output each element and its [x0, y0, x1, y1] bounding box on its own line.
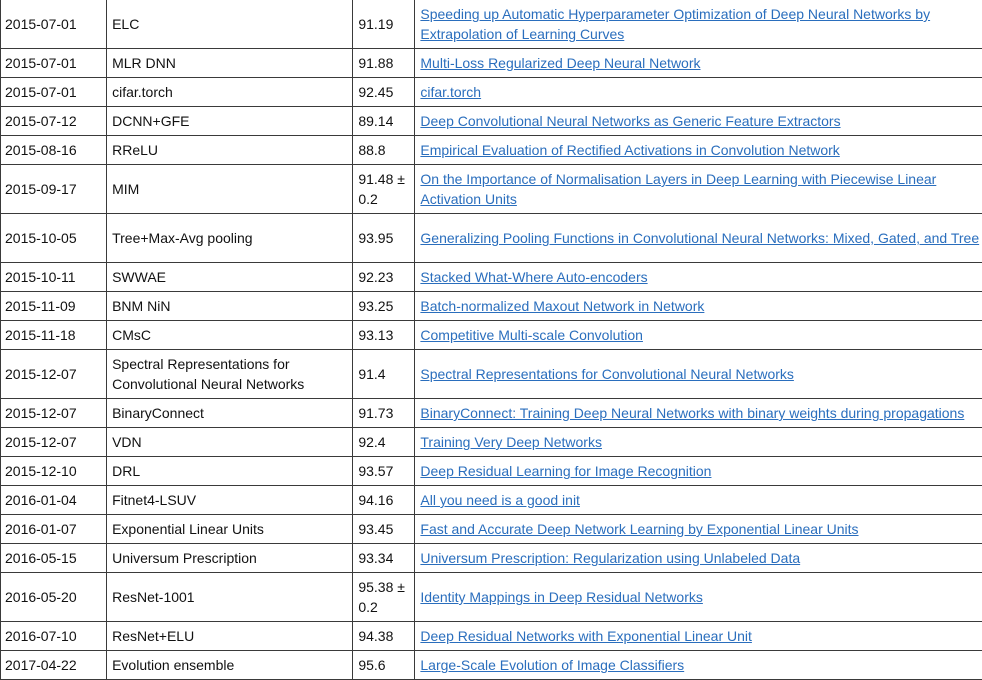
paper-link[interactable]: All you need is a good init [420, 492, 580, 508]
paper-cell [415, 0, 982, 49]
accuracy-cell: 93.95 [353, 214, 415, 263]
model-cell: Fitnet4-LSUV [107, 486, 353, 515]
model-cell: RReLU [107, 136, 353, 165]
model-cell: Evolution ensemble [107, 651, 353, 680]
accuracy-cell: 95.6 [353, 651, 415, 680]
accuracy-cell: 93.25 [353, 292, 415, 321]
date-cell: 2015-12-07 [1, 428, 107, 457]
date-cell: 2015-07-01 [1, 78, 107, 107]
date-cell: 2015-10-11 [1, 263, 107, 292]
paper-link[interactable]: Deep Residual Learning for Image Recognition [420, 463, 712, 479]
paper-cell [415, 622, 982, 651]
paper-link[interactable]: Empirical Evaluation of Rectified Activations in Convolution Network [420, 142, 840, 158]
paper-cell [415, 107, 982, 136]
table-row [1, 49, 982, 78]
model-cell: VDN [107, 428, 353, 457]
accuracy-cell: 93.57 [353, 457, 415, 486]
paper-link[interactable]: Stacked What-Where Auto-encoders [420, 269, 648, 285]
paper-link[interactable]: Identity Mappings in Deep Residual Networks [420, 589, 703, 605]
model-cell: MIM [107, 165, 353, 214]
table-row [1, 263, 982, 292]
model-cell: Spectral Representations for Convolutional Neural Networks [107, 350, 353, 399]
model-cell: ResNet-1001 [107, 573, 353, 622]
accuracy-cell: 88.8 [353, 136, 415, 165]
table-row [1, 214, 982, 263]
paper-link[interactable]: Universum Prescription: Regularization using Unlabeled Data [420, 550, 801, 566]
table-row [1, 622, 982, 651]
date-cell: 2015-12-10 [1, 457, 107, 486]
paper-cell [415, 214, 982, 263]
date-cell: 2015-07-01 [1, 0, 107, 49]
paper-cell [415, 350, 982, 399]
paper-link[interactable]: Spectral Representations for Convolutional Neural Networks [420, 366, 794, 382]
table-row [1, 428, 982, 457]
paper-link[interactable]: Fast and Accurate Deep Network Learning by Exponential Linear Units [420, 521, 859, 537]
paper-cell [415, 651, 982, 680]
paper-link[interactable]: Speeding up Automatic Hyperparameter Optimization of Deep Neural Networks by Extrapolation of Learning Curves [420, 6, 931, 42]
paper-cell [415, 49, 982, 78]
accuracy-cell: 89.14 [353, 107, 415, 136]
model-cell: SWWAE [107, 263, 353, 292]
model-cell: DRL [107, 457, 353, 486]
model-cell: Exponential Linear Units [107, 515, 353, 544]
paper-link[interactable]: Batch-normalized Maxout Network in Network [420, 298, 705, 314]
table-row [1, 165, 982, 214]
table-row [1, 544, 982, 573]
paper-cell [415, 428, 982, 457]
table-row [1, 321, 982, 350]
model-cell: BinaryConnect [107, 399, 353, 428]
date-cell: 2015-11-09 [1, 292, 107, 321]
date-cell: 2015-07-01 [1, 49, 107, 78]
table-row [1, 515, 982, 544]
paper-cell [415, 515, 982, 544]
accuracy-cell: 94.16 [353, 486, 415, 515]
table-row [1, 399, 982, 428]
paper-link[interactable]: On the Importance of Normalisation Layers in Deep Learning with Piecewise Linear Activation Units [420, 171, 937, 207]
paper-link[interactable]: Large-Scale Evolution of Image Classifiers [420, 657, 685, 673]
date-cell: 2017-04-22 [1, 651, 107, 680]
model-cell: DCNN+GFE [107, 107, 353, 136]
date-cell: 2015-11-18 [1, 321, 107, 350]
paper-link[interactable]: Deep Residual Networks with Exponential Linear Unit [420, 628, 752, 644]
date-cell: 2015-09-17 [1, 165, 107, 214]
accuracy-cell: 91.48 ± 0.2 [353, 165, 415, 214]
accuracy-cell: 93.45 [353, 515, 415, 544]
table-row [1, 0, 982, 49]
paper-cell [415, 544, 982, 573]
model-cell: ResNet+ELU [107, 622, 353, 651]
date-cell: 2016-05-15 [1, 544, 107, 573]
paper-cell [415, 321, 982, 350]
table-row [1, 292, 982, 321]
paper-link[interactable]: Deep Convolutional Neural Networks as Generic Feature Extractors [420, 113, 841, 129]
accuracy-cell: 94.38 [353, 622, 415, 651]
paper-cell [415, 136, 982, 165]
paper-link[interactable]: BinaryConnect: Training Deep Neural Networks with binary weights during propagations [420, 405, 965, 421]
accuracy-cell: 92.45 [353, 78, 415, 107]
table-row [1, 573, 982, 622]
accuracy-cell: 95.38 ± 0.2 [353, 573, 415, 622]
paper-link[interactable]: Multi-Loss Regularized Deep Neural Network [420, 55, 701, 71]
date-cell: 2016-01-07 [1, 515, 107, 544]
paper-link[interactable]: Competitive Multi-scale Convolution [420, 327, 643, 343]
table-row [1, 350, 982, 399]
date-cell: 2016-07-10 [1, 622, 107, 651]
model-cell: Universum Prescription [107, 544, 353, 573]
date-cell: 2016-01-04 [1, 486, 107, 515]
accuracy-cell: 91.73 [353, 399, 415, 428]
table-row [1, 107, 982, 136]
table-row [1, 78, 982, 107]
accuracy-cell: 92.4 [353, 428, 415, 457]
accuracy-cell: 93.13 [353, 321, 415, 350]
paper-cell [415, 78, 982, 107]
table-row [1, 136, 982, 165]
paper-link[interactable]: cifar.torch [420, 84, 482, 100]
paper-cell [415, 486, 982, 515]
table-row [1, 651, 982, 680]
date-cell: 2015-12-07 [1, 399, 107, 428]
model-cell: CMsC [107, 321, 353, 350]
date-cell: 2015-10-05 [1, 214, 107, 263]
accuracy-cell: 91.88 [353, 49, 415, 78]
paper-cell [415, 399, 982, 428]
paper-cell [415, 165, 982, 214]
paper-cell [415, 292, 982, 321]
table-row [1, 457, 982, 486]
paper-cell [415, 457, 982, 486]
paper-link[interactable]: Training Very Deep Networks [420, 434, 602, 450]
date-cell: 2015-08-16 [1, 136, 107, 165]
table-row [1, 486, 982, 515]
date-cell: 2015-12-07 [1, 350, 107, 399]
date-cell: 2016-05-20 [1, 573, 107, 622]
model-cell: BNM NiN [107, 292, 353, 321]
paper-link[interactable]: Generalizing Pooling Functions in Convolutional Neural Networks: Mixed, Gated, and Tree [420, 230, 980, 246]
model-cell: ELC [107, 0, 353, 49]
model-cell: MLR DNN [107, 49, 353, 78]
model-cell: Tree+Max-Avg pooling [107, 214, 353, 263]
paper-cell [415, 263, 982, 292]
accuracy-cell: 91.19 [353, 0, 415, 49]
accuracy-cell: 93.34 [353, 544, 415, 573]
paper-cell [415, 573, 982, 622]
accuracy-cell: 91.4 [353, 350, 415, 399]
accuracy-cell: 92.23 [353, 263, 415, 292]
date-cell: 2015-07-12 [1, 107, 107, 136]
model-cell: cifar.torch [107, 78, 353, 107]
